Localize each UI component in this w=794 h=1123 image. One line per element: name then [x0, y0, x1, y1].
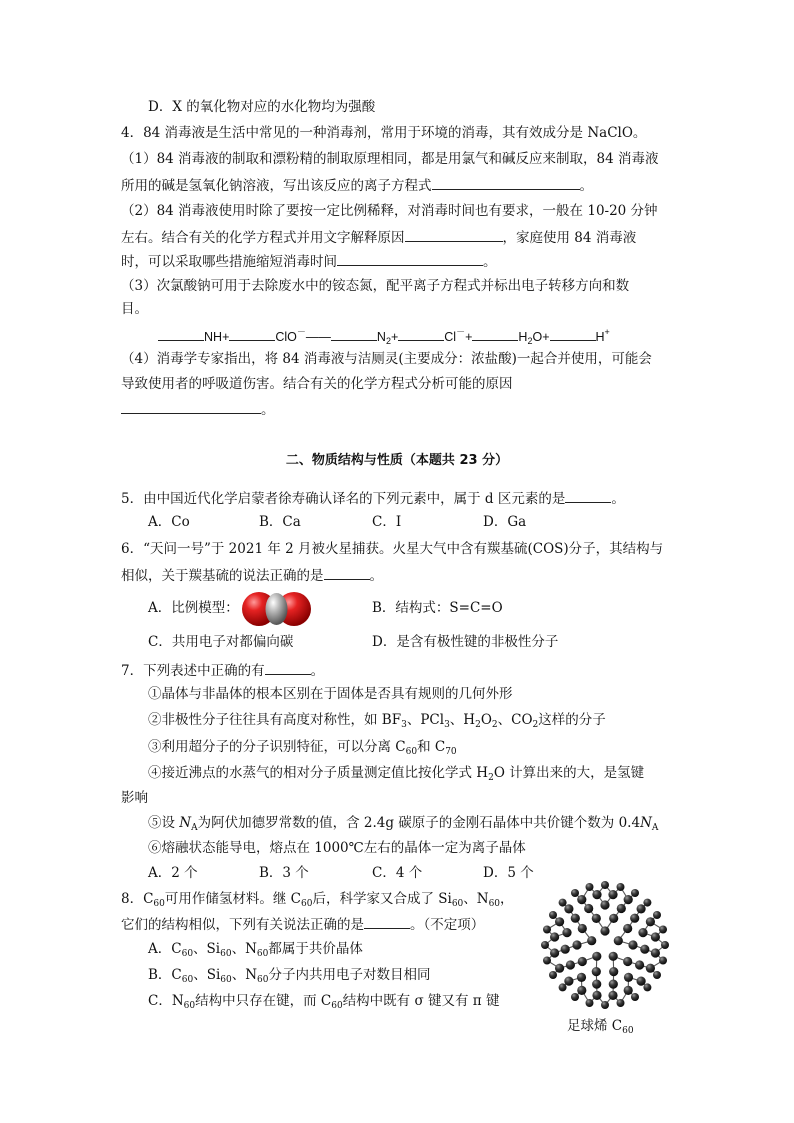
fullerene-atom — [659, 926, 667, 934]
fullerene-atom — [617, 904, 626, 913]
q7-statement-2: ②非极性分子往往具有高度对称性，如 $BF_3$、PCl$_3$、$H_2O_2$、$CO_2$这样的分子 — [148, 712, 606, 730]
q4-part3-line1: （3）次氯酸钠可用于去除废水中的铵态氮，配平离子方程式并标出电子转移方向和数 — [121, 278, 630, 294]
fullerene-atom — [651, 948, 660, 957]
q8-option-c[interactable]: C．$N_{60}$结构中只存在键，而 $C_{60}$结构中既有 σ 键又有 π 键 — [148, 993, 500, 1011]
coef-blank[interactable] — [472, 326, 518, 341]
q8-option-b[interactable]: B．$C_{60}$、$Si_{60}$、$N_{60}$分子内共用电子对数目相同 — [148, 967, 431, 985]
fullerene-atom — [608, 890, 617, 899]
fullerene-atom — [578, 957, 587, 966]
q8-stem-line1: 8．$C_{60}$可用作储氢材料。继 $C_{60}$后，科学家又合成了 $Si_{60}$、$N_{60}$， — [121, 891, 514, 909]
fullerene-atom — [592, 890, 601, 899]
q4-part4-line3: 。 — [121, 399, 275, 419]
answer-blank[interactable] — [265, 660, 311, 675]
fullerene-atom — [543, 957, 551, 965]
q5-option-a[interactable]: A．Co — [148, 514, 190, 530]
fullerene-atom — [561, 945, 570, 954]
coef-blank[interactable] — [158, 326, 204, 341]
cos-space-filling-model-icon — [241, 587, 313, 631]
q3-option-d: D．X 的氧化物对应的水化物均为强酸 — [148, 99, 376, 115]
fullerene-atom — [559, 899, 567, 907]
coef-blank[interactable] — [550, 326, 596, 341]
fullerene-atom — [587, 936, 596, 945]
fullerene-atom — [637, 977, 646, 986]
fullerene-atom — [640, 945, 649, 954]
ionic-equation: NH+ ClO－—— $N_2+ Cl^-+ H_2O+ H^+$ — [158, 326, 610, 346]
q7-statement-4: ④接近沸点的水蒸气的相对分子质量测定值比按化学式 $H_2O$ 计算出来的大，是氢键 — [148, 765, 645, 783]
q6-option-c[interactable]: C．共用电子对都偏向碳 — [148, 634, 294, 650]
fullerene-atom — [643, 899, 651, 907]
fullerene-atom — [559, 983, 567, 991]
q7-option-c[interactable]: C．4 个 — [372, 865, 423, 881]
fullerene-atom — [549, 911, 557, 919]
q6-stem-line2: 相似，关于羰基硫的说法正确的是 。 — [121, 565, 383, 585]
q4-part2-line1: （2）84 消毒液使用时除了要按一定比例稀释，对消毒时间也有要求，一般在 10-20 分钟 — [121, 203, 658, 219]
fullerene-atom — [623, 957, 632, 966]
q4-stem: 4．84 消毒液是生活中常见的一种消毒剂，常用于环境的消毒，其有效成分是 NaClO。 — [121, 125, 647, 141]
q4-part3-line2: 目。 — [121, 301, 148, 317]
fullerene-atom — [600, 926, 609, 935]
fullerene-c60-icon — [540, 880, 670, 1010]
answer-blank[interactable] — [121, 399, 261, 414]
q7-option-d[interactable]: D．5 个 — [483, 865, 534, 881]
fullerene-atom — [592, 914, 601, 923]
q5-option-c[interactable]: C．I — [372, 514, 402, 530]
fullerene-atom — [592, 991, 601, 1000]
fullerene-atom — [638, 928, 647, 937]
q4-part2-line2: 左右。结合有关的化学方程式并用文字解释原因 ，家庭使用 84 消毒液 — [121, 227, 636, 247]
fullerene-atom — [571, 993, 579, 1001]
figure-caption: 足球烯 $C_{60}$ — [567, 1018, 634, 1036]
fullerene-atom — [637, 904, 646, 913]
fullerene-atom — [555, 917, 564, 926]
fullerene-atom — [624, 986, 633, 995]
fullerene-atom — [586, 999, 594, 1007]
fullerene-atom — [572, 940, 581, 949]
answer-blank[interactable] — [337, 251, 483, 266]
fullerene-atom — [577, 973, 586, 982]
fullerene-atom — [661, 941, 669, 949]
fullerene-atom — [609, 952, 618, 961]
q4-part1-line2: 所用的碱是氢氧化钠溶液，写出该反应的离子方程式 。 — [121, 175, 593, 195]
fullerene-atom — [631, 993, 639, 1001]
fullerene-atom — [646, 964, 655, 973]
section-title: 二、物质结构与性质（本题共 23 分） — [285, 453, 509, 468]
fullerene-atom — [571, 914, 580, 923]
fullerene-atom — [643, 983, 651, 991]
fullerene-atom — [601, 1001, 609, 1009]
fullerene-atom — [592, 980, 601, 989]
fullerene-atom — [550, 932, 559, 941]
coef-blank[interactable] — [398, 326, 444, 341]
answer-blank[interactable] — [405, 227, 503, 242]
fullerene-atom — [592, 952, 601, 961]
fullerene-atom — [550, 948, 559, 957]
q5-option-d[interactable]: D．Ga — [483, 514, 527, 530]
fullerene-atom — [564, 977, 573, 986]
answer-blank[interactable] — [324, 565, 370, 580]
q6-option-b[interactable]: B．结构式：S=C=O — [372, 600, 503, 616]
fullerene-atom — [600, 900, 609, 909]
fullerene-atom — [566, 960, 575, 969]
fullerene-atom — [617, 883, 625, 891]
q4-part1-line1: （1）84 消毒液的制取和漂粉精的制取原理相同，都是用氯气和碱反应来制取，84 消毒液 — [121, 151, 659, 167]
coef-blank[interactable] — [331, 326, 377, 341]
fullerene-atom — [653, 971, 661, 979]
q6-stem-line1: 6．“天问一号”于 2021 年 2 月被火星捕获。火星大气中含有羰基硫(COS)分子，其结构与 — [121, 541, 664, 557]
fullerene-atom — [651, 932, 660, 941]
q7-statement-1: ①晶体与非晶体的根本区别在于固体是否具有规则的几何外形 — [148, 686, 513, 702]
fullerene-atom — [562, 928, 571, 937]
fullerene-atom — [592, 967, 601, 976]
q7-statement-6: ⑥熔融状态能导电，熔点在 1000℃左右的晶体一定为离子晶体 — [148, 840, 526, 856]
fullerene-atom — [614, 936, 623, 945]
fullerene-atom — [601, 881, 609, 889]
answer-blank[interactable] — [364, 914, 410, 929]
fullerene-atom — [564, 904, 573, 913]
fullerene-atom — [578, 924, 587, 933]
fullerene-atom — [571, 889, 579, 897]
q4-part4-line1: （4）消毒学专家指出，将 84 消毒液与洁厕灵(主要成分：浓盐酸)一起合并使用，可能会 — [121, 351, 652, 367]
fullerene-atom — [555, 964, 564, 973]
fullerene-atom — [608, 991, 617, 1000]
fullerene-atom — [586, 883, 594, 891]
q7-option-a[interactable]: A．2 个 — [148, 865, 198, 881]
fullerene-atom — [653, 911, 661, 919]
fullerene-atom — [635, 960, 644, 969]
fullerene-atom — [646, 917, 655, 926]
q7-statement-3: ③利用超分子的分子识别特征，可以分离 $C_{60}$和 $C_{70}$ — [148, 739, 457, 757]
q5-stem: 5．由中国近代化学启蒙者徐寿确认译名的下列元素中，属于 d 区元素的是 。 — [121, 488, 625, 508]
q7-statement-5: ⑤设 $N_A$为阿伏加德罗常数的值，含 2.4g 碳原子的金刚石晶体中共价键个数为 $0.4N_A$ — [148, 815, 659, 833]
answer-blank[interactable] — [432, 175, 580, 190]
q4-part4-line2: 导致使用者的呼吸道伤害。结合有关的化学方程式分析可能的原因 — [121, 376, 513, 392]
fullerene-atom — [549, 971, 557, 979]
q6-option-a[interactable]: A．比例模型： — [148, 600, 239, 616]
fullerene-atom — [617, 999, 625, 1007]
answer-blank[interactable] — [565, 488, 611, 503]
fullerene-atom — [577, 986, 586, 995]
q8-option-a[interactable]: A．$C_{60}$、$Si_{60}$、$N_{60}$都属于共价晶体 — [148, 941, 363, 959]
fullerene-atom — [631, 889, 639, 897]
coef-blank[interactable] — [229, 326, 275, 341]
fullerene-atom — [609, 967, 618, 976]
fullerene-atom — [623, 924, 632, 933]
fullerene-atom — [609, 980, 618, 989]
q7-option-b[interactable]: B．3 个 — [259, 865, 309, 881]
fullerene-atom — [577, 895, 586, 904]
q7-statement-4-cont: 影响 — [121, 790, 148, 806]
q8-stem-line2: 它们的结构相似，下列有关说法正确的是 。（不定项） — [121, 914, 484, 934]
fullerene-atom — [584, 904, 593, 913]
fullerene-atom — [628, 940, 637, 949]
q6-option-d[interactable]: D．是含有极性键的非极性分子 — [372, 634, 559, 650]
fullerene-atom — [630, 914, 639, 923]
fullerene-atom — [659, 957, 667, 965]
q4-part2-line3: 时，可以采取哪些措施缩短消毒时间 。 — [121, 251, 497, 271]
fullerene-atom — [624, 895, 633, 904]
q7-stem: 7．下列表述中正确的有 。 — [121, 660, 324, 680]
fullerene-atom — [541, 941, 549, 949]
fullerene-atom — [609, 914, 618, 923]
fullerene-atom — [543, 926, 551, 934]
fullerene-atom — [624, 973, 633, 982]
q5-option-b[interactable]: B．Ca — [259, 514, 301, 530]
